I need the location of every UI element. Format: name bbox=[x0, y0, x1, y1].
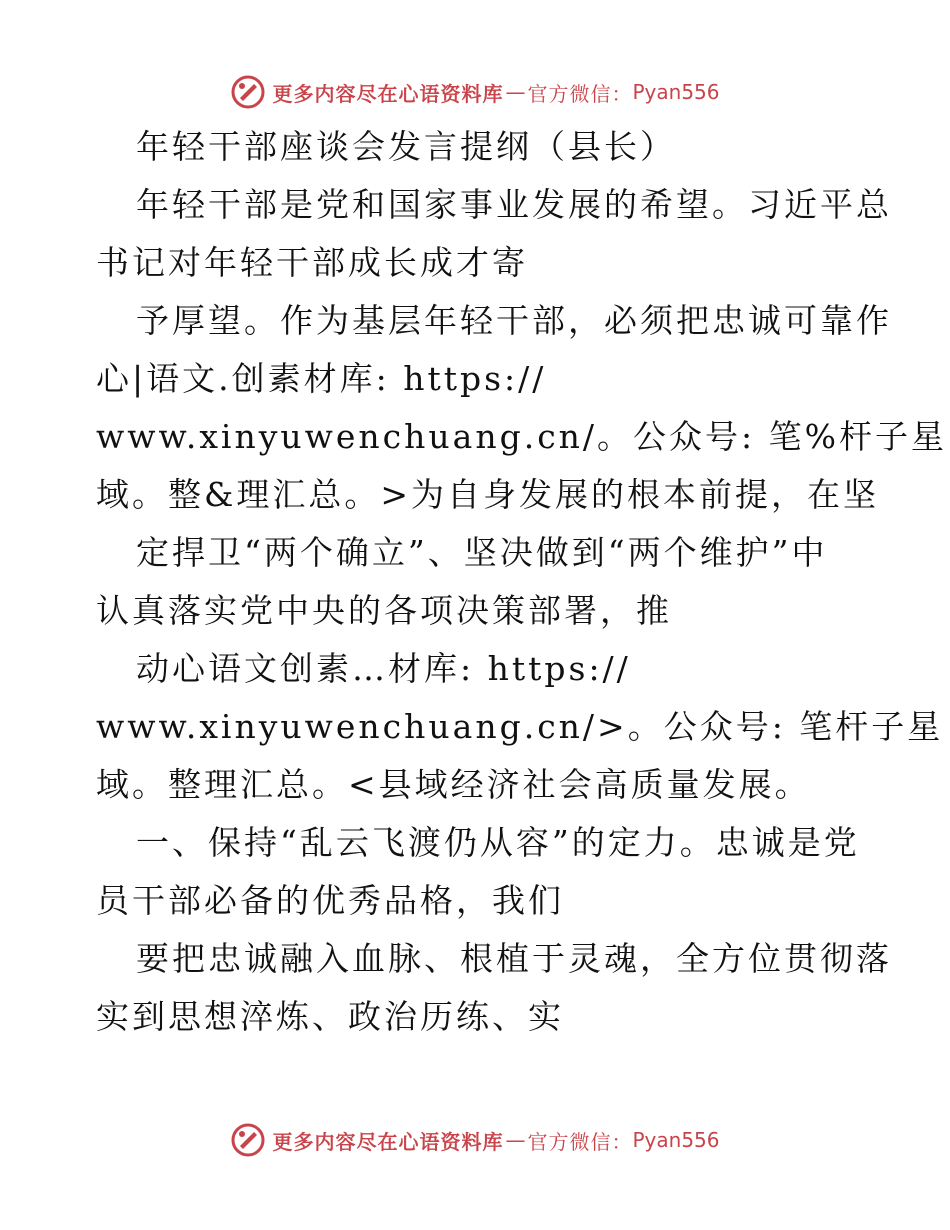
banner-wechat-label: 官方微信： bbox=[527, 81, 633, 106]
footer-banner bbox=[0, 1118, 950, 1162]
brand-logo-icon bbox=[230, 74, 266, 110]
banner-separator: — bbox=[505, 1128, 526, 1152]
doc-line: 年轻干部是党和国家事业发展的希望。习近平总 bbox=[136, 185, 892, 224]
doc-line-title: 年轻干部座谈会发言提纲（县长） bbox=[136, 127, 676, 166]
banner-brand-text: 更多内容尽在心语资料库 bbox=[272, 1129, 504, 1154]
doc-line: www.xinyuwenchuang.cn/>。公众号: 笔杆子星 bbox=[96, 707, 944, 746]
doc-line: 要把忠诚融入血脉、根植于灵魂，全方位贯彻落 bbox=[136, 939, 892, 978]
doc-line: 域。整理汇总。<县域经济社会高质量发展。 bbox=[96, 765, 811, 804]
doc-line: 书记对年轻干部成长成才寄 bbox=[96, 243, 528, 282]
doc-line: 动心语文创素…材库: https:// bbox=[136, 649, 631, 688]
doc-line: www.xinyuwenchuang.cn/。公众号: 笔%杆子星 bbox=[96, 417, 948, 456]
doc-line: 予厚望。作为基层年轻干部，必须把忠诚可靠作 bbox=[136, 301, 892, 340]
banner-wechat-label: 官方微信： bbox=[527, 1129, 633, 1154]
doc-line: 心|语文.创素材库: https:// bbox=[96, 359, 547, 398]
banner-wechat-id: Pyan556 bbox=[632, 1128, 720, 1152]
banner-wechat-id: Pyan556 bbox=[632, 80, 720, 104]
document-body bbox=[96, 118, 948, 1046]
header-banner bbox=[0, 70, 950, 114]
doc-line: 认真落实党中央的各项决策部署，推 bbox=[96, 591, 672, 630]
banner-brand-text: 更多内容尽在心语资料库 bbox=[272, 81, 504, 106]
banner-separator: — bbox=[505, 80, 526, 104]
brand-logo-icon bbox=[230, 1122, 266, 1158]
doc-line: 一、保持“乱云飞渡仍从容”的定力。忠诚是党 bbox=[136, 823, 860, 862]
doc-line: 实到思想淬炼、政治历练、实 bbox=[96, 997, 564, 1036]
doc-line: 定捍卫“两个确立”、坚决做到“两个维护”中 bbox=[136, 533, 828, 572]
doc-line: 域。整&理汇总。>为自身发展的根本前提，在坚 bbox=[96, 475, 880, 514]
doc-line: 员干部必备的优秀品格，我们 bbox=[96, 881, 564, 920]
